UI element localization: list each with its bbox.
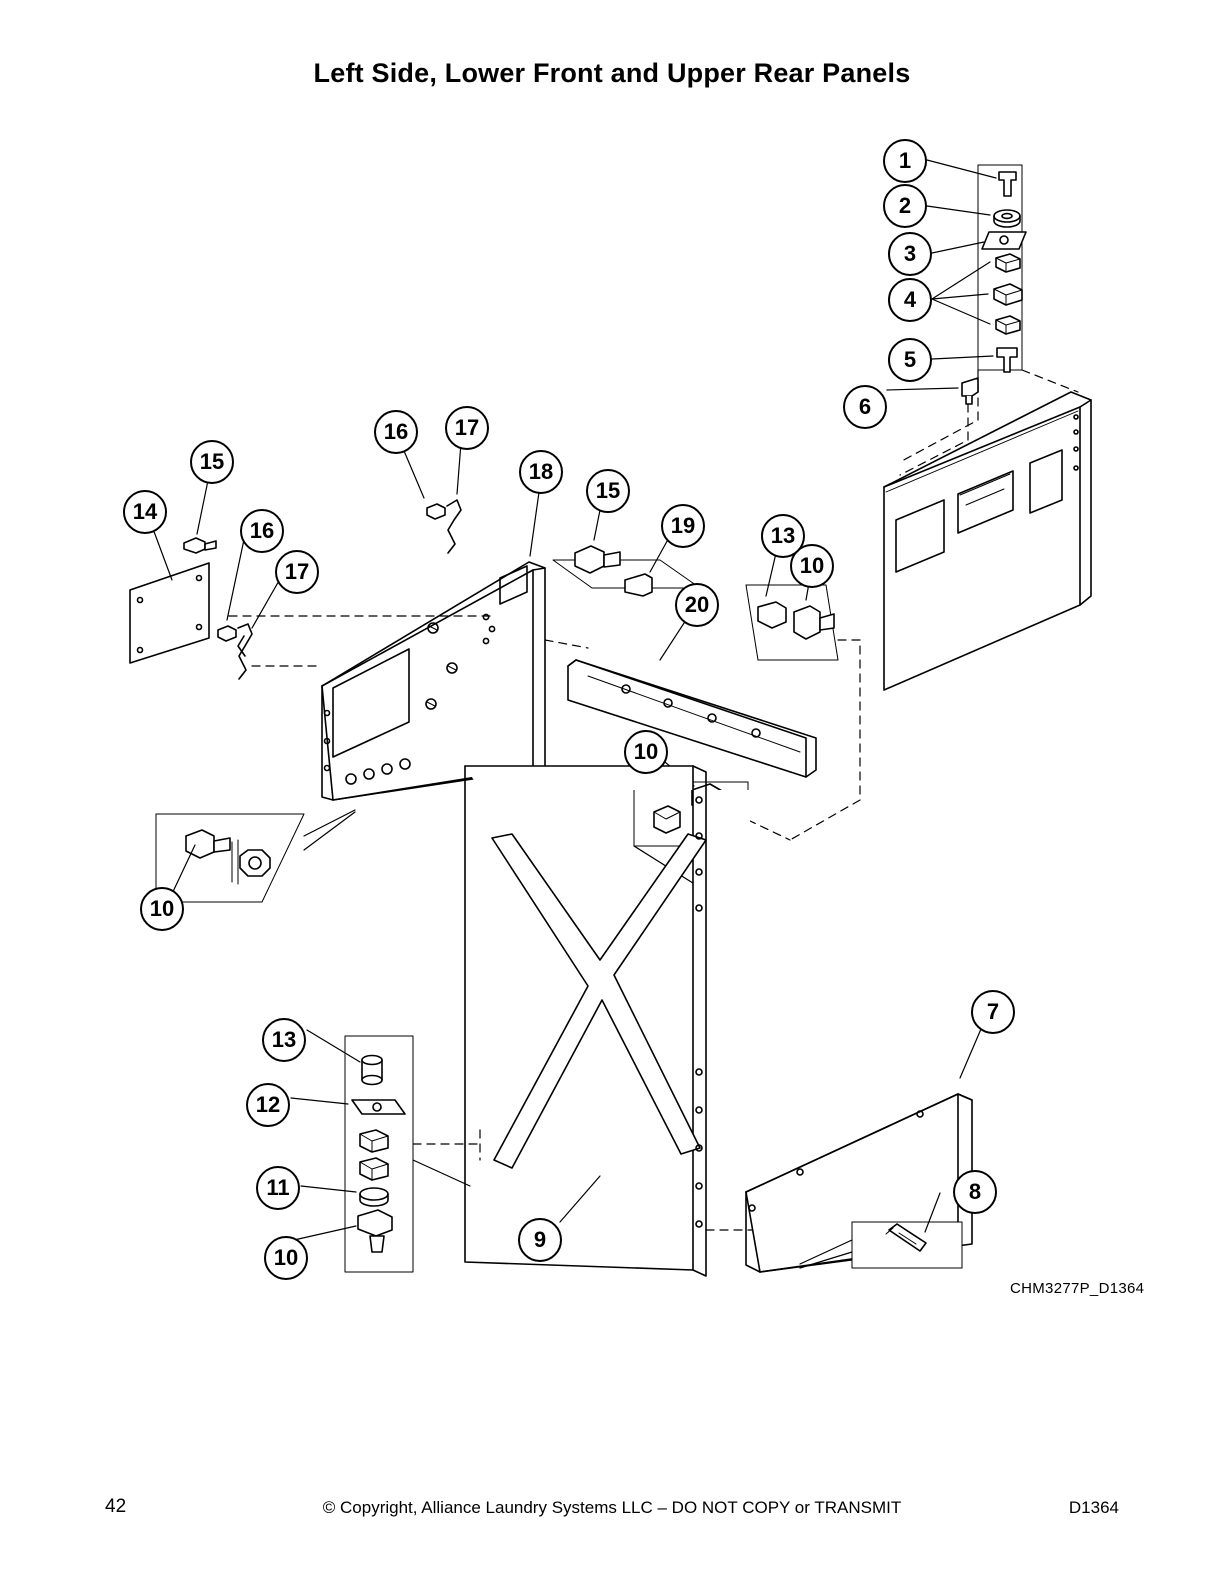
callout-12[interactable]: 12 <box>246 1083 290 1127</box>
callout-16-upper[interactable]: 16 <box>374 410 418 454</box>
callout-2[interactable]: 2 <box>883 184 927 228</box>
page-title: Left Side, Lower Front and Upper Rear Panels <box>313 58 911 88</box>
callout-17-left[interactable]: 17 <box>275 550 319 594</box>
footer-document-id: D1364 <box>1068 1498 1119 1517</box>
callout-7[interactable]: 7 <box>971 990 1015 1034</box>
callout-5[interactable]: 5 <box>888 338 932 382</box>
footer-copyright: © Copyright, Alliance Laundry Systems LLC – DO NOT COPY or TRANSMIT <box>322 1498 902 1517</box>
callout-16-left[interactable]: 16 <box>240 509 284 553</box>
drawing-code-label: CHM3277P_D1364 <box>1010 1280 1145 1297</box>
callout-6[interactable]: 6 <box>843 385 887 429</box>
callout-11[interactable]: 11 <box>256 1166 300 1210</box>
callout-4[interactable]: 4 <box>888 278 932 322</box>
callout-15-left[interactable]: 15 <box>190 440 234 484</box>
callout-10-right[interactable]: 10 <box>790 544 834 588</box>
fastener-detail-10-left <box>156 810 355 902</box>
callout-9[interactable]: 9 <box>518 1218 562 1262</box>
callout-3[interactable]: 3 <box>888 232 932 276</box>
callout-8[interactable]: 8 <box>953 1170 997 1214</box>
fastener-detail-11-13-lower-left <box>291 1030 480 1272</box>
callout-10-left[interactable]: 10 <box>140 887 184 931</box>
callout-13-upper[interactable]: 13 <box>761 514 805 558</box>
left-side-panel-9 <box>465 766 752 1276</box>
page-footer <box>0 1496 1224 1526</box>
callout-18[interactable]: 18 <box>519 450 563 494</box>
upper-rear-panel <box>884 392 1091 690</box>
footer-page-number: 42 <box>105 1496 127 1517</box>
callout-14[interactable]: 14 <box>123 490 167 534</box>
callout-13-lower[interactable]: 13 <box>262 1018 306 1062</box>
callout-19[interactable]: 19 <box>661 504 705 548</box>
callout-10-middle[interactable]: 10 <box>624 730 668 774</box>
callout-20[interactable]: 20 <box>675 583 719 627</box>
callout-10-lower[interactable]: 10 <box>264 1236 308 1280</box>
callout-17-upper[interactable]: 17 <box>445 406 489 450</box>
callout-1[interactable]: 1 <box>883 139 927 183</box>
spring-clip-16-17-left <box>218 530 284 679</box>
callout-15-right[interactable]: 15 <box>586 469 630 513</box>
